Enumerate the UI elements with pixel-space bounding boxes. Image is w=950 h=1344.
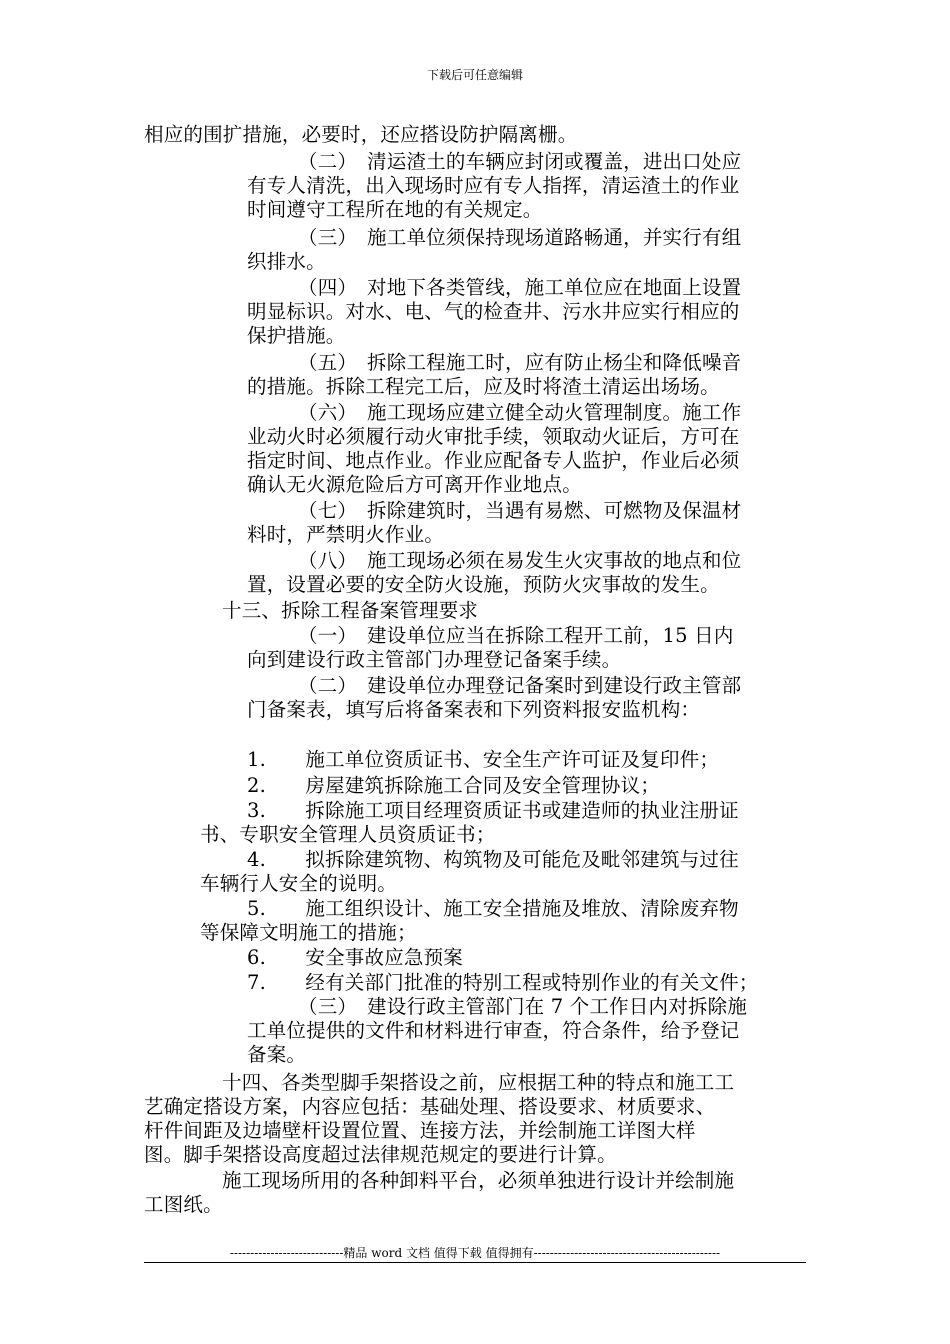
text-line: 织排水。 xyxy=(247,250,326,273)
text-line: 工图纸。 xyxy=(144,1193,223,1216)
section-heading: 十三、拆除工程备案管理要求 xyxy=(222,599,479,622)
text-line: 时间遵守工程所在地的有关规定。 xyxy=(247,198,543,221)
list-item-continuation: 等保障文明施工的措施； xyxy=(200,921,417,944)
text-line: 的措施。拆除工程完工后，应及时将渣土清运出场场。 xyxy=(247,375,720,398)
page-header: 下载后可任意编辑 xyxy=(426,68,523,82)
text-line: 门备案表，填写后将备案表和下列资料报安监机构： xyxy=(247,698,701,721)
list-item: 3. 拆除施工项目经理资质证书或建造师的执业注册证 xyxy=(247,799,739,822)
text-line: 备案。 xyxy=(247,1043,307,1066)
text-line: （八） 施工现场必须在易发生火灾事故的地点和位 xyxy=(298,549,742,572)
text-line: （四） 对地下各类管线，施工单位应在地面上设置 xyxy=(298,276,742,299)
list-item-continuation: 车辆行人安全的说明。 xyxy=(200,872,398,895)
text-line: 保护措施。 xyxy=(247,324,346,347)
text-line: （三） 施工单位须保持现场道路畅通，并实行有组 xyxy=(298,226,742,249)
text-line: 业动火时必须履行动火审批手续，领取动火证后，方可在 xyxy=(247,425,740,448)
text-line: 图。脚手架搭设高度超过法律规范规定的要进行计算。 xyxy=(144,1143,617,1166)
section-heading: 十四、各类型脚手架搭设之前，应根据工种的特点和施工工 xyxy=(222,1071,735,1094)
list-item: 6. 安全事故应急预案 xyxy=(247,946,464,969)
text-line: 有专人清洗，出入现场时应有专人指挥，清运渣土的作业 xyxy=(247,174,740,197)
text-line: 明显标识。对水、电、气的检查井、污水井应实行相应的 xyxy=(247,300,740,323)
list-item: 1. 施工单位资质证书、安全生产许可证及复印件； xyxy=(247,748,720,771)
list-item: 7. 经有关部门批准的特别工程或特别作业的有关文件； xyxy=(247,971,759,994)
list-item: 5. 施工组织设计、施工安全措施及堆放、清除废弃物 xyxy=(247,897,739,920)
text-line: （二） 清运渣土的车辆应封闭或覆盖，进出口处应 xyxy=(298,150,742,173)
text-line: （一） 建设单位应当在拆除工程开工前，15 日内 xyxy=(298,624,734,647)
text-line: 置，设置必要的安全防火设施，预防火灾事故的发生。 xyxy=(247,573,720,596)
text-line: 确认无火源危险后方可离开作业地点。 xyxy=(247,473,582,496)
text-line: （二） 建设单位办理登记备案时到建设行政主管部 xyxy=(298,674,742,697)
list-item: 4. 拟拆除建筑物、构筑物及可能危及毗邻建筑与过往 xyxy=(247,848,739,871)
list-item-continuation: 书、专职安全管理人员资质证书； xyxy=(200,823,496,846)
text-line: （三） 建设行政主管部门在 7 个工作日内对拆除施 xyxy=(298,995,748,1018)
text-line: （六） 施工现场应建立健全动火管理制度。施工作 xyxy=(298,401,742,424)
text-line: （七） 拆除建筑时，当遇有易燃、可燃物及保温材 xyxy=(298,499,742,522)
text-line: 料时，严禁明火作业。 xyxy=(247,523,445,546)
text-line: 艺确定搭设方案，内容应包括：基础处理、搭设要求、材质要求、 xyxy=(144,1095,716,1118)
text-line: （五） 拆除工程施工时，应有防止杨尘和降低噪音 xyxy=(298,351,742,374)
text-line: 相应的围扩措施，必要时，还应搭设防护隔离栅。 xyxy=(144,123,578,146)
page-footer: ----------------------------精品 word 文档 值得下载 值得拥有---------------------------------------------- xyxy=(229,1246,721,1260)
text-line: 向到建设行政主管部门办理登记备案手续。 xyxy=(247,648,622,671)
text-line: 施工现场所用的各种卸料平台，必须单独进行设计并绘制施 xyxy=(222,1169,735,1192)
list-item: 2. 房屋建筑拆除施工合同及安全管理协议； xyxy=(247,774,661,797)
footer-divider xyxy=(144,1262,806,1263)
text-line: 工单位提供的文件和材料进行审查，符合条件，给予登记 xyxy=(247,1019,740,1042)
text-line: 杆件间距及边墙壁杆设置位置、连接方法，并绘制施工详图大样 xyxy=(144,1119,696,1142)
text-line: 指定时间、地点作业。作业应配备专人监护，作业后必须 xyxy=(247,449,740,472)
